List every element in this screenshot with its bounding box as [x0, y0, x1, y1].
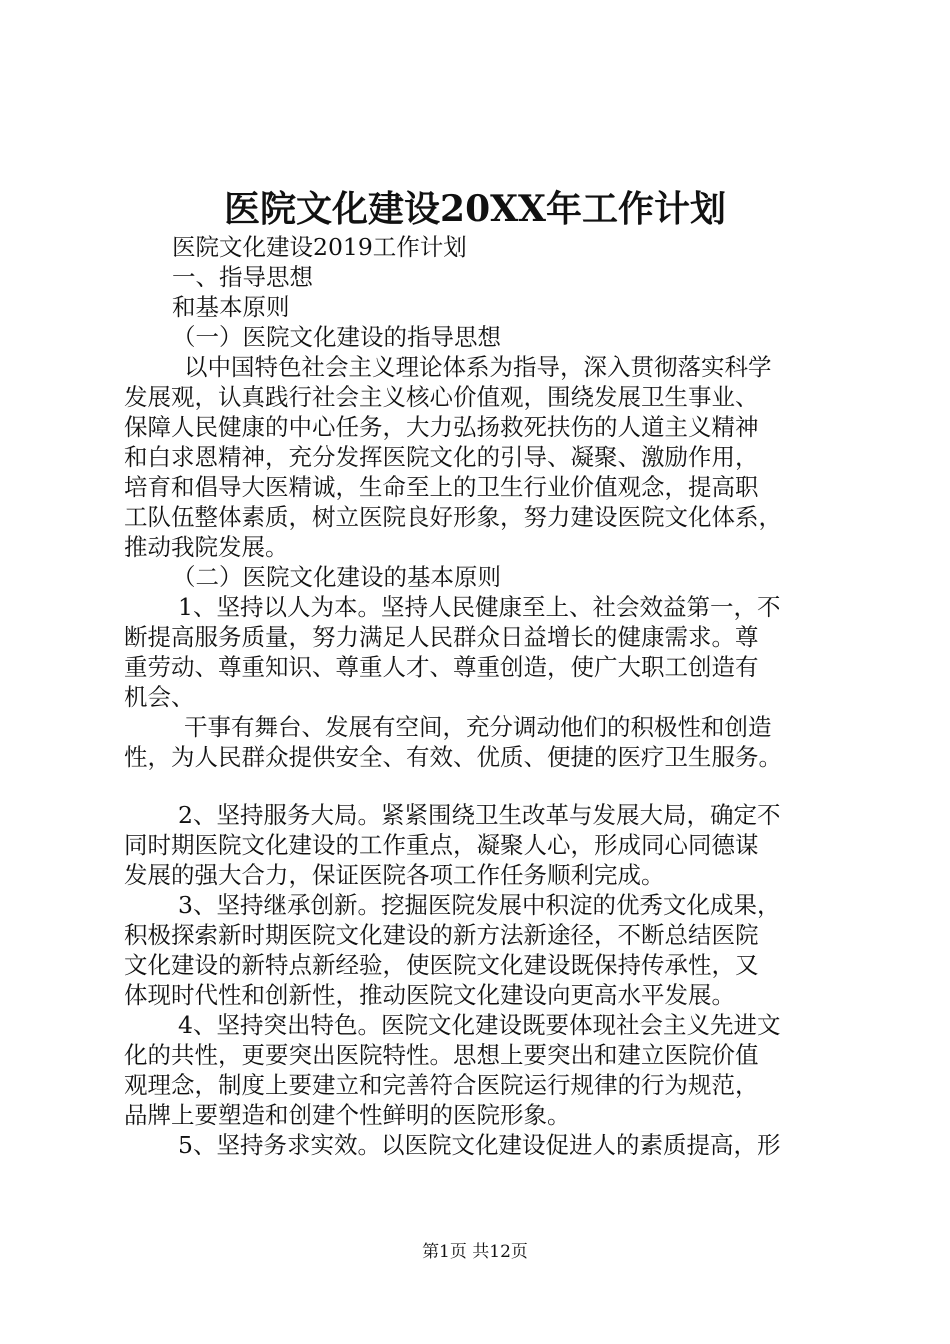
paragraph-line: 干事有舞台、发展有空间，充分调动他们的积极性和创造 — [184, 713, 772, 741]
paragraph-line: 积极探索新时期医院文化建设的新方法新途径，不断总结医院 — [124, 921, 759, 949]
document-title: 医院文化建设20XX年工作计划 — [224, 188, 726, 230]
subtitle-line: 医院文化建设2019工作计划 — [172, 233, 467, 261]
paragraph-line: 以中国特色社会主义理论体系为指导，深入贯彻落实科学 — [184, 353, 772, 381]
paragraph-line: 2、坚持服务大局。紧紧围绕卫生改革与发展大局，确定不 — [178, 801, 781, 829]
section-heading: 一、指导思想 — [172, 263, 313, 291]
paragraph-line: 重劳动、尊重知识、尊重人才、尊重创造，使广大职工创造有 — [124, 653, 759, 681]
paragraph-line: 机会、 — [124, 683, 195, 711]
section-heading-cont: 和基本原则 — [172, 293, 290, 321]
paragraph-line: 和白求恩精神，充分发挥医院文化的引导、凝聚、激励作用， — [124, 443, 759, 471]
document-body — [124, 232, 836, 1160]
paragraph-line: 发展观，认真践行社会主义核心价值观，围绕发展卫生事业、 — [124, 383, 759, 411]
paragraph-gap — [124, 772, 836, 800]
subsection-heading: （一）医院文化建设的指导思想 — [172, 323, 501, 351]
paragraph-line: 化的共性，更要突出医院特性。思想上要突出和建立医院价值 — [124, 1041, 759, 1069]
page-footer: 第1页 共12页 — [422, 1242, 528, 1262]
paragraph-line: 同时期医院文化建设的工作重点，凝聚人心，形成同心同德谋 — [124, 831, 759, 859]
paragraph-line: 体现时代性和创新性，推动医院文化建设向更高水平发展。 — [124, 981, 735, 1009]
paragraph-line: 文化建设的新特点新经验，使医院文化建设既保持传承性，又 — [124, 951, 759, 979]
paragraph-line: 1、坚持以人为本。坚持人民健康至上、社会效益第一，不 — [178, 593, 781, 621]
paragraph-line: 性，为人民群众提供安全、有效、优质、便捷的医疗卫生服务。 — [124, 743, 782, 771]
paragraph-line: 观理念，制度上要建立和完善符合医院运行规律的行为规范， — [124, 1071, 759, 1099]
paragraph-line: 3、坚持继承创新。挖掘医院发展中积淀的优秀文化成果， — [178, 891, 781, 919]
paragraph-line: 发展的强大合力，保证医院各项工作任务顺利完成。 — [124, 861, 665, 889]
subsection-heading: （二）医院文化建设的基本原则 — [172, 563, 501, 591]
paragraph-line: 保障人民健康的中心任务，大力弘扬救死扶伤的人道主义精神 — [124, 413, 759, 441]
paragraph-line: 培育和倡导大医精诚，生命至上的卫生行业价值观念，提高职 — [124, 473, 759, 501]
paragraph-line: 4、坚持突出特色。医院文化建设既要体现社会主义先进文 — [178, 1011, 781, 1039]
paragraph-line: 断提高服务质量，努力满足人民群众日益增长的健康需求。尊 — [124, 623, 759, 651]
paragraph-line: 品牌上要塑造和创建个性鲜明的医院形象。 — [124, 1101, 571, 1129]
paragraph-line: 推动我院发展。 — [124, 533, 289, 561]
paragraph-line: 工队伍整体素质，树立医院良好形象，努力建设医院文化体系， — [124, 503, 782, 531]
paragraph-line: 5、坚持务求实效。以医院文化建设促进人的素质提高，形 — [178, 1131, 781, 1159]
